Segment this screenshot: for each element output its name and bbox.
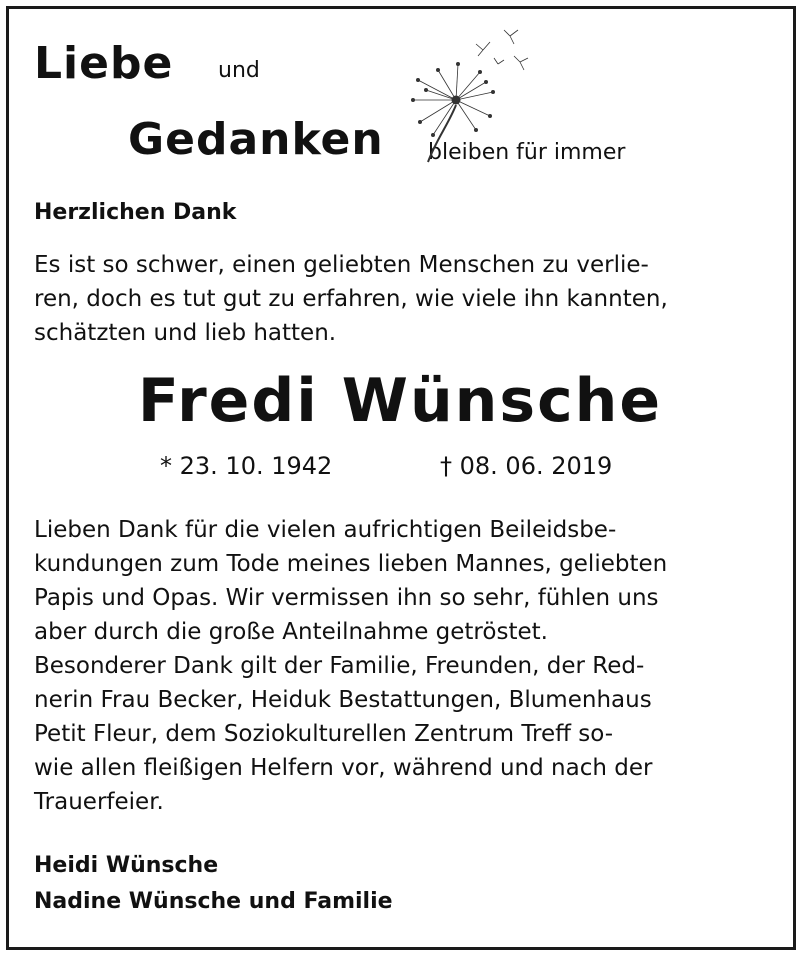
signoff-line: Nadine Wünsche und Familie [34, 889, 393, 914]
message-line: Besonderer Dank gilt der Familie, Freunden, der Red- [34, 653, 645, 679]
message-line: Lieben Dank für die vielen aufrichtigen Beileidsbe- [34, 517, 617, 543]
message-line: kundungen zum Tode meines lieben Mannes, geliebten [34, 551, 668, 577]
intro-paragraph [34, 248, 668, 350]
dandelion-icon [398, 20, 538, 165]
thanks-heading: Herzlichen Dank [34, 200, 237, 225]
intro-line: schätzten und lieb hatten. [34, 320, 337, 346]
message-paragraph [34, 513, 667, 819]
message-line: wie allen fleißigen Helfern vor, während und nach der [34, 755, 653, 781]
heading-bleiben: bleiben für immer [428, 140, 626, 165]
heading-und: und [218, 58, 260, 83]
birth-date: * 23. 10. 1942 [160, 452, 333, 480]
signoff [34, 848, 393, 920]
deceased-name: Fredi Wünsche [137, 366, 663, 436]
message-line: Papis und Opas. Wir vermissen ihn so sehr, fühlen uns [34, 585, 659, 611]
message-line: nerin Frau Becker, Heiduk Bestattungen, Blumenhaus [34, 687, 652, 713]
message-line: Trauerfeier. [34, 789, 164, 815]
intro-line: Es ist so schwer, einen geliebten Menschen zu verlie- [34, 252, 649, 278]
signoff-line: Heidi Wünsche [34, 853, 219, 878]
message-line: aber durch die große Anteilnahme getröstet. [34, 619, 548, 645]
intro-line: ren, doch es tut gut zu erfahren, wie viele ihn kannten, [34, 286, 668, 312]
message-line: Petit Fleur, dem Soziokulturellen Zentrum Treff so- [34, 721, 614, 747]
heading-gedanken: Gedanken [128, 114, 384, 165]
heading-liebe: Liebe [34, 38, 174, 89]
death-date: † 08. 06. 2019 [440, 452, 613, 480]
